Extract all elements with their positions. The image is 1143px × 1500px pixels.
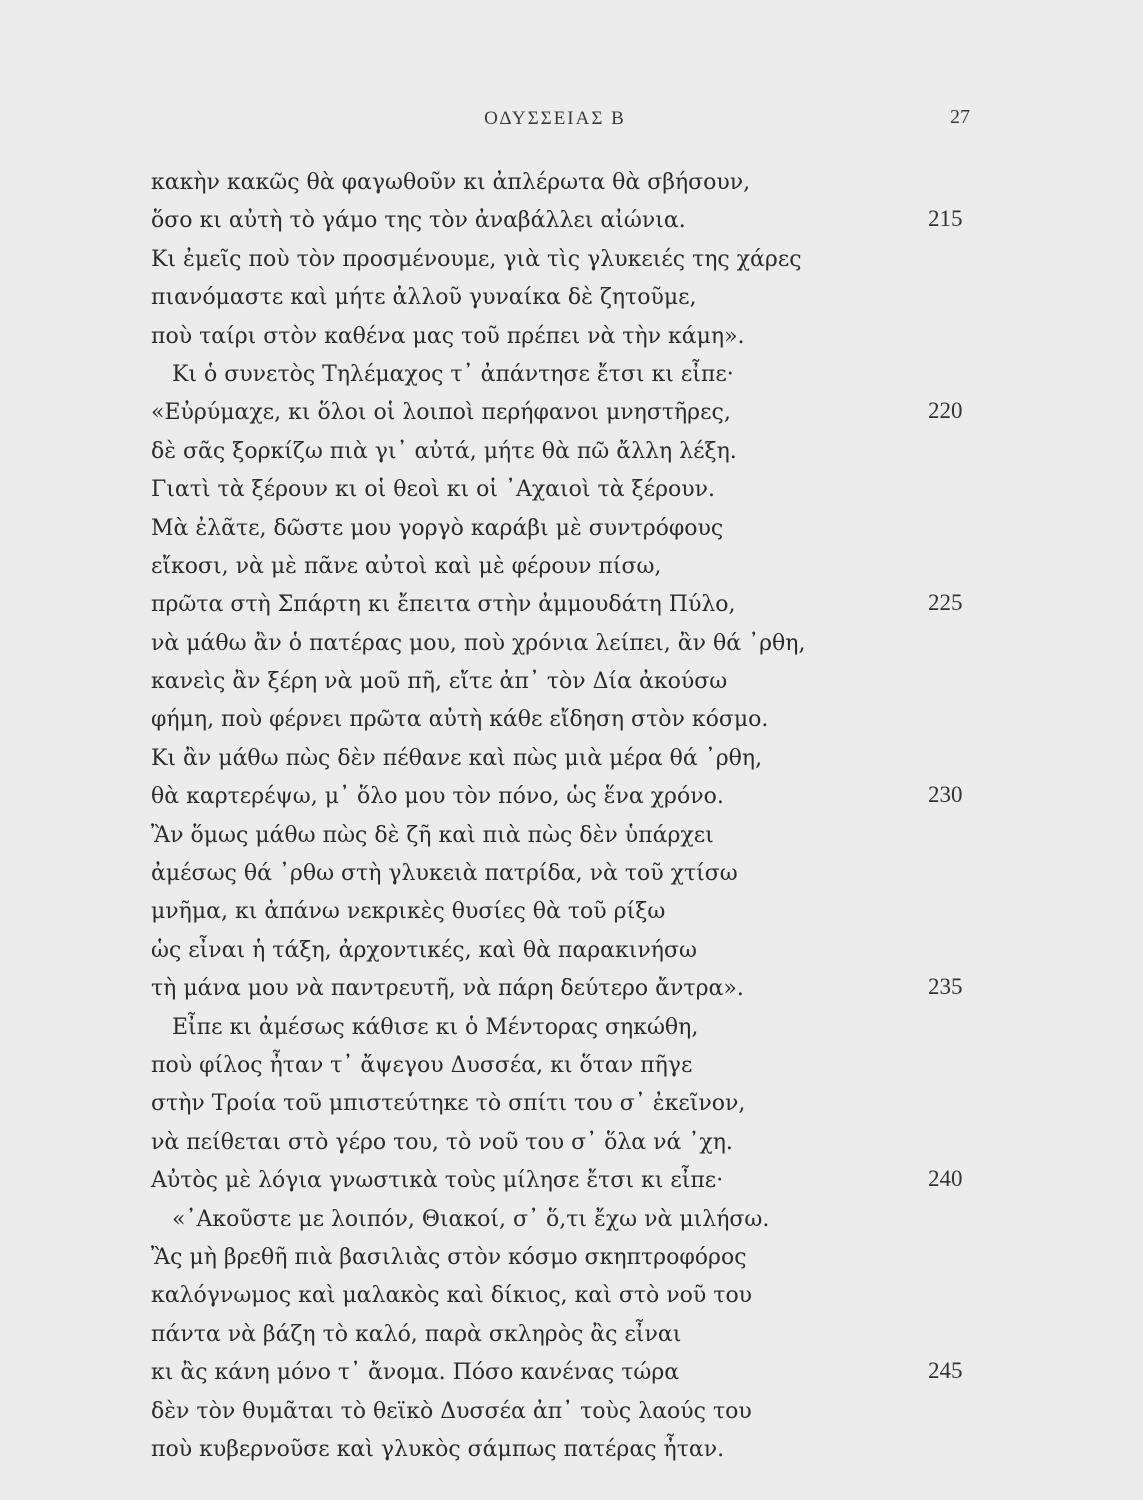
verse-text: τὴ μάνα μου νὰ παντρευτῆ, νὰ πάρη δεύτερο ἄντρα».: [151, 976, 744, 1002]
verse-text: «᾽Ακοῦστε με λοιπόν, Θιακοί, σ᾽ ὅ,τι ἔχω νὰ μιλήσω.: [172, 1206, 770, 1232]
verse-text: πάντα νὰ βάζη τὸ καλό, παρὰ σκληρὸς ἂς εἶναι: [151, 1321, 682, 1347]
verse-text: μνῆμα, κι ἀπάνω νεκρικὲς θυσίες θὰ τοῦ ρίξω: [151, 899, 666, 925]
verse-text: φήμη, ποὺ φέρνει πρῶτα αὐτὴ κάθε εἴδηση στὸν κόσμο.: [151, 707, 769, 733]
verse-text: ἀμέσως θά ᾽ρθω στὴ γλυκειὰ πατρίδα, νὰ τοῦ χτίσω: [151, 861, 738, 887]
verse-text: κι ἂς κάνη μόνο τ᾽ ἄνομα. Πόσο κανένας τώρα: [151, 1360, 680, 1386]
verse-text: ποὺ ταίρι στὸν καθένα μας τοῦ πρέπει νὰ τὴν κάμη».: [151, 323, 745, 349]
verse-line: [0, 1047, 1143, 1085]
verse-text: Κι ἂν μάθω πὼς δὲν πέθανε καὶ πὼς μιὰ μέρα θά ᾽ρθη,: [151, 745, 763, 771]
page-number: 27: [950, 106, 970, 128]
verse-line: [0, 471, 1143, 509]
verse-text: νὰ πείθεται στὸ γέρο του, τὸ νοῦ του σ᾽ ὅλα νά ᾽χη.: [151, 1129, 733, 1155]
verse-line: [0, 586, 1143, 624]
verse-line: [0, 164, 1143, 202]
verse-line: [0, 778, 1143, 816]
verse-line: [0, 1239, 1143, 1277]
verse-text: Ἂς μὴ βρεθῆ πιὰ βασιλιὰς στὸν κόσμο σκηπτροφόρος: [151, 1244, 747, 1270]
verse-line: [0, 548, 1143, 586]
verse-text: πρῶτα στὴ Σπάρτη κι ἔπειτα στὴν ἀμμουδάτη Πύλο,: [151, 592, 736, 618]
line-number: 240: [928, 1166, 963, 1192]
verse-line: [0, 1393, 1143, 1431]
verse-text: Εἶπε κι ἀμέσως κάθισε κι ὁ Μέντορας σηκώθη,: [172, 1014, 699, 1040]
verse-line: [0, 893, 1143, 931]
verse-block: [0, 164, 1143, 1469]
verse-line: [0, 740, 1143, 778]
verse-text: δὲν τὸν θυμᾶται τὸ θεϊκὸ Δυσσέα ἀπ᾽ τοὺς λαούς του: [151, 1398, 752, 1424]
verse-text: νὰ μάθω ἂν ὁ πατέρας μου, ποὺ χρόνια λείπει, ἂν θά ᾽ρθη,: [151, 630, 806, 656]
verse-text: πιανόμαστε καὶ μήτε ἀλλοῦ γυναίκα δὲ ζητοῦμε,: [151, 285, 697, 311]
verse-text: ὅσο κι αὐτὴ τὸ γάμο της τὸν ἀναβάλλει αἰώνια.: [151, 208, 686, 234]
verse-line: [0, 433, 1143, 471]
verse-text: Αὐτὸς μὲ λόγια γνωστικὰ τοὺς μίλησε ἔτσι κι εἶπε·: [151, 1168, 724, 1194]
verse-line: [0, 1009, 1143, 1047]
verse-line: [0, 394, 1143, 432]
verse-line: [0, 510, 1143, 548]
verse-text: εἴκοσι, νὰ μὲ πᾶνε αὐτοὶ καὶ μὲ φέρουν πίσω,: [151, 553, 662, 579]
verse-text: κανεὶς ἂν ξέρη νὰ μοῦ πῆ, εἴτε ἀπ᾽ τὸν Δία ἀκούσω: [151, 669, 728, 695]
verse-text: «Εὐρύμαχε, κι ὅλοι οἱ λοιποὶ περήφανοι μνηστῆρες,: [151, 400, 731, 426]
verse-text: Κι ὁ συνετὸς Τηλέμαχος τ᾽ ἀπάντησε ἔτσι κι εἶπε·: [172, 361, 734, 387]
verse-line: [0, 1316, 1143, 1354]
line-number: 235: [928, 974, 963, 1000]
verse-line: [0, 1431, 1143, 1469]
line-number: 215: [928, 206, 963, 232]
verse-text: θὰ καρτερέψω, μ᾽ ὅλο μου τὸν πόνο, ὡς ἕνα χρόνο.: [151, 784, 724, 810]
verse-line: [0, 202, 1143, 240]
verse-line: [0, 241, 1143, 279]
verse-line: [0, 1354, 1143, 1392]
verse-text: Μὰ ἐλᾶτε, δῶστε μου γοργὸ καράβι μὲ συντρόφους: [151, 515, 724, 541]
line-number: 230: [928, 782, 963, 808]
verse-text: κακὴν κακῶς θὰ φαγωθοῦν κι ἀπλέρωτα θὰ σβήσουν,: [151, 170, 751, 195]
verse-line: [0, 701, 1143, 739]
verse-line: [0, 356, 1143, 394]
verse-line: [0, 1277, 1143, 1315]
verse-line: [0, 1162, 1143, 1200]
verse-text: καλόγνωμος καὶ μαλακὸς καὶ δίκιος, καὶ στὸ νοῦ του: [151, 1283, 753, 1309]
line-number: 220: [928, 398, 963, 424]
running-title: ΟΔΥΣΣΕΙΑΣ Β: [484, 108, 626, 129]
verse-text: ὡς εἶναι ἡ τάξη, ἀρχοντικές, καὶ θὰ παρακινήσω: [151, 937, 697, 963]
verse-line: [0, 279, 1143, 317]
verse-text: ποὺ φίλος ἦταν τ᾽ ἄψεγου Δυσσέα, κι ὅταν πῆγε: [151, 1052, 693, 1078]
verse-text: στὴν Τροία τοῦ μπιστεύτηκε τὸ σπίτι του σ᾽ ἐκεῖνον,: [151, 1091, 746, 1117]
verse-line: [0, 318, 1143, 356]
verse-line: [0, 817, 1143, 855]
running-head: [0, 108, 1143, 138]
verse-line: [0, 970, 1143, 1008]
verse-line: [0, 932, 1143, 970]
verse-line: [0, 1124, 1143, 1162]
verse-text: ποὺ κυβερνοῦσε καὶ γλυκὸς σάμπως πατέρας ἦταν.: [151, 1436, 725, 1462]
verse-line: [0, 625, 1143, 663]
line-number: 225: [928, 590, 963, 616]
verse-line: [0, 855, 1143, 893]
verse-text: Γιατὶ τὰ ξέρουν κι οἱ θεοὶ κι οἱ ᾽Αχαιοὶ τὰ ξέρουν.: [151, 477, 715, 503]
line-number: 245: [928, 1358, 963, 1384]
verse-line: [0, 1085, 1143, 1123]
verse-text: δὲ σᾶς ξορκίζω πιὰ γι᾽ αὐτά, μήτε θὰ πῶ ἄλλη λέξη.: [151, 438, 737, 464]
verse-line: [0, 1201, 1143, 1239]
verse-text: Κι ἐμεῖς ποὺ τὸν προσμένουμε, γιὰ τὶς γλυκειές της χάρες: [151, 246, 802, 272]
verse-text: Ἂν ὅμως μάθω πὼς δὲ ζῆ καὶ πιὰ πὼς δὲν ὑπάρχει: [151, 822, 714, 848]
verse-line: [0, 663, 1143, 701]
